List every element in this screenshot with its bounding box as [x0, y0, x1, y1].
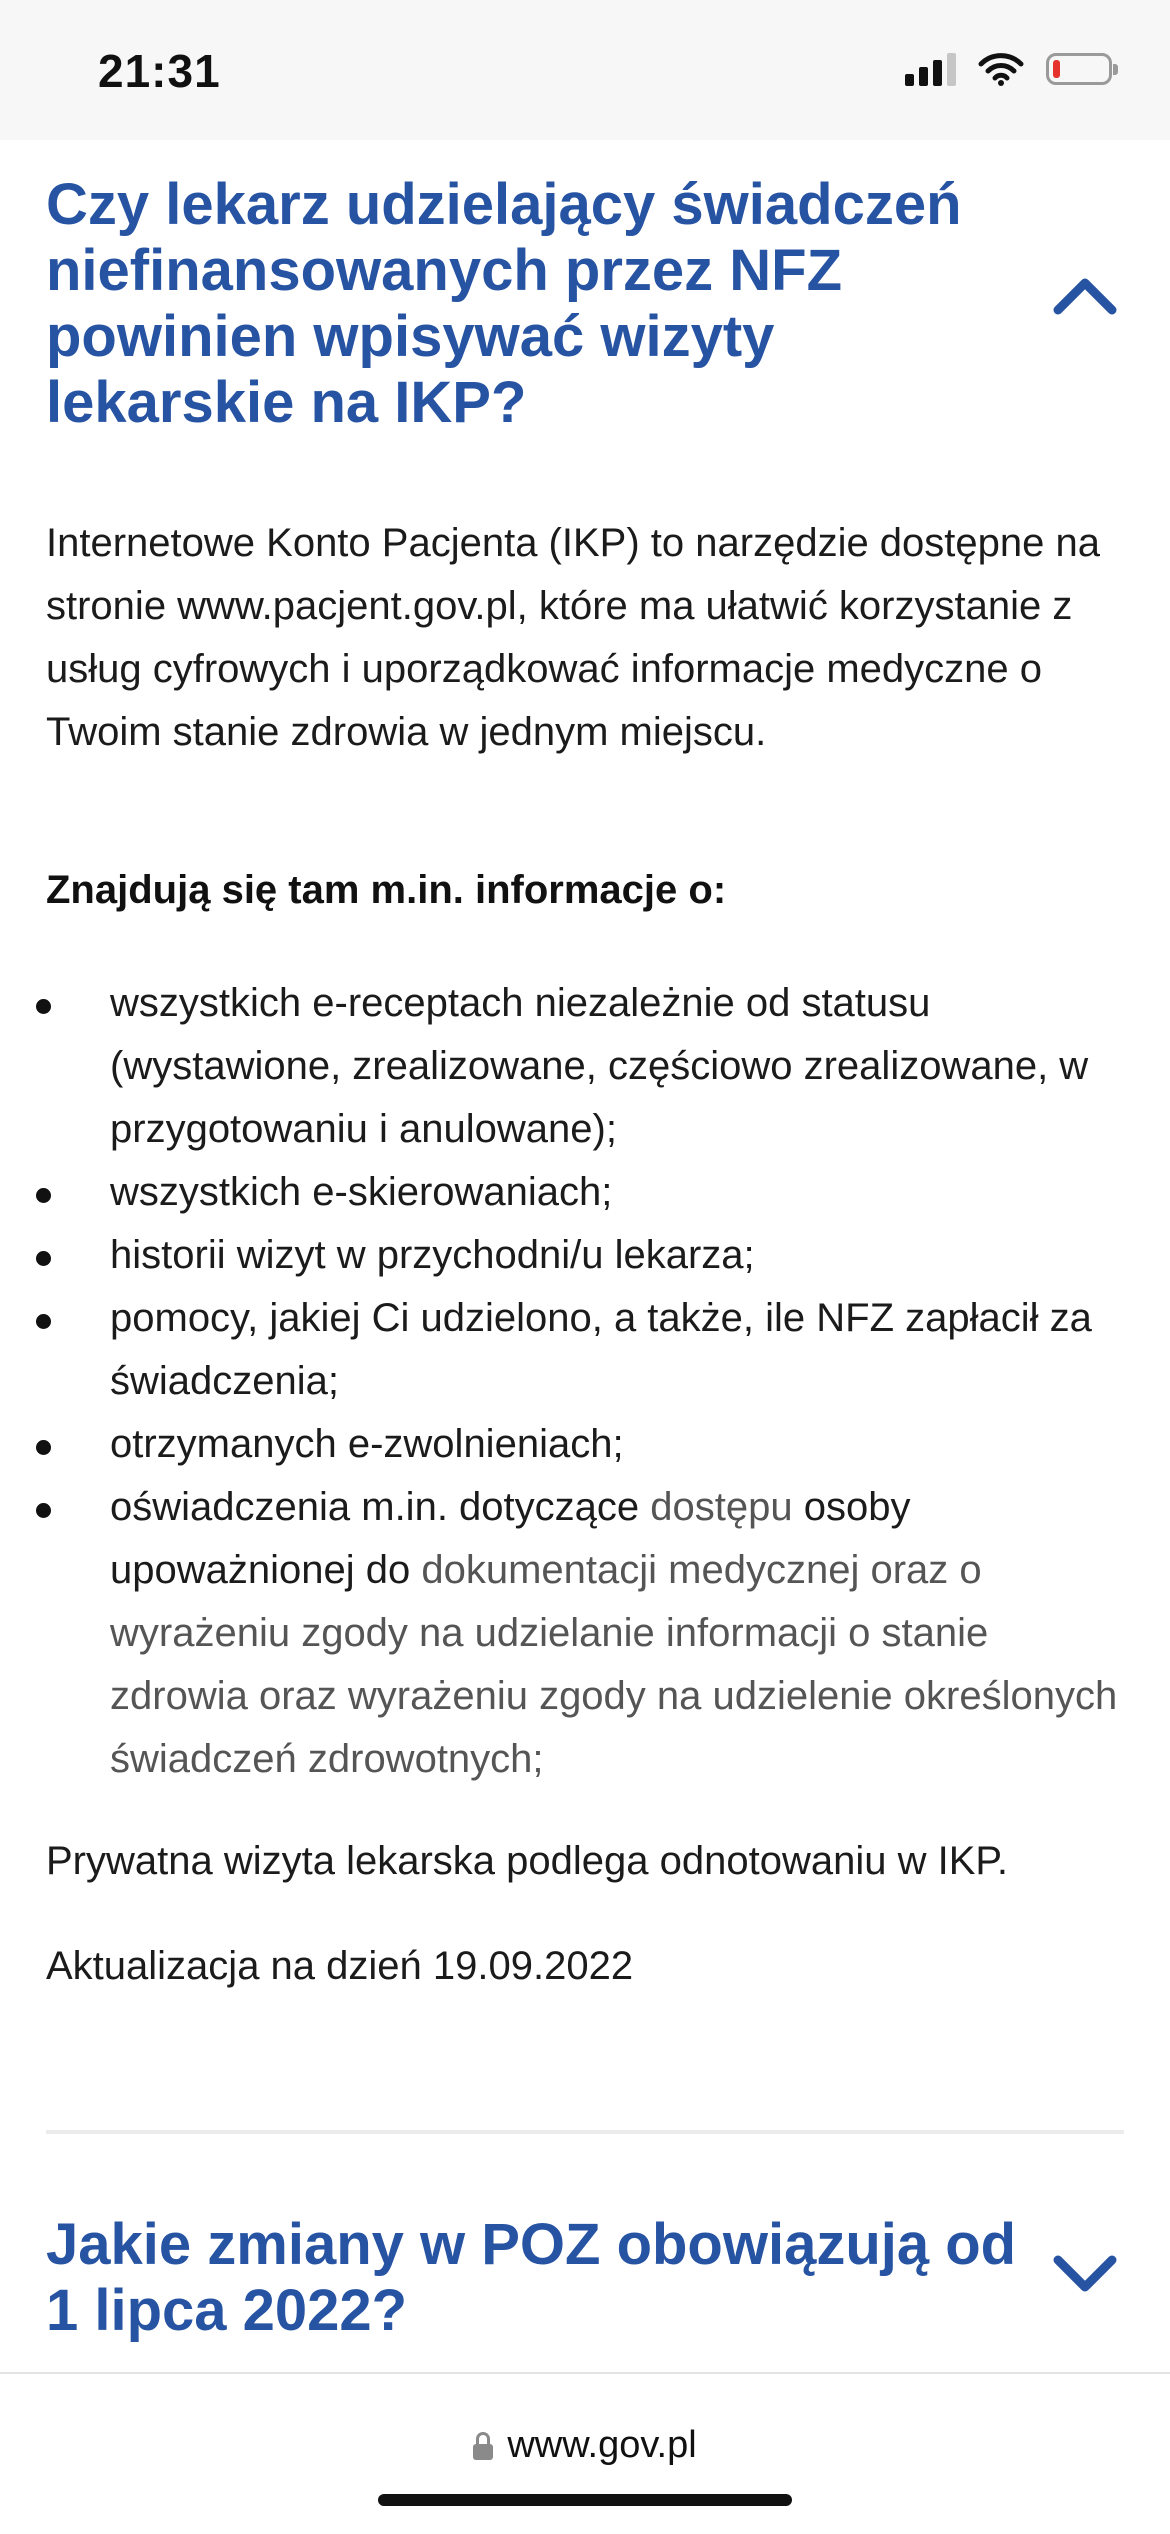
faq-question-1[interactable]: Czy lekarz udzielający świadczeń niefinansowanych przez NFZ powinien wpisywać wizyty lekarskie na IKP? [46, 172, 962, 435]
home-indicator[interactable] [378, 2494, 792, 2506]
faq-answer-intro: Internetowe Konto Pacjenta (IKP) to narzędzie dostępne na stronie www.pacjent.gov.pl, które ma ułatwić korzystanie z usług cyfrowych i uporządkować informacje medyczne o Twoim stanie zdrowia w jednym miejscu. [46, 521, 1101, 754]
private-visit-note: Prywatna wizyta lekarska podlega odnotowaniu w IKP. [46, 1839, 1009, 1883]
browser-bottom-bar [0, 2372, 1170, 2534]
list-item: otrzymanych e-zwolnieniach; [0, 1413, 1170, 1476]
bullet-icon [36, 1503, 51, 1518]
bullet-icon [36, 1314, 51, 1329]
bullet-icon [36, 1251, 51, 1266]
faq-content [0, 140, 1170, 2370]
collapse-chevron-up-icon[interactable] [1050, 272, 1120, 318]
link-dokumentacji[interactable]: dokumentacji medycznej oraz o wyrażeniu zgody na udzielanie informacji o stanie zdrowia oraz wyrażeniu zgody na udzielenie określonych świadczeń zdrowotnych; [110, 1548, 1118, 1781]
wifi-icon [978, 52, 1024, 86]
divider [46, 2130, 1124, 2134]
info-list [0, 972, 1170, 1791]
cellular-signal-icon [905, 52, 956, 86]
url-text[interactable]: www.gov.pl [507, 2424, 697, 2466]
battery-low-icon [1046, 53, 1112, 85]
bullet-icon [36, 999, 51, 1014]
address-bar[interactable] [0, 2424, 1170, 2467]
lock-icon [473, 2432, 493, 2460]
bullet-icon [36, 1188, 51, 1203]
list-item: oświadczenia m.in. dotyczące dostępu osoby upoważnionej do dokumentacji medycznej oraz o wyrażeniu zgody na udzielanie informacji o stanie zdrowia oraz wyrażeniu zgody na udzielenie określonych świadczeń zdrowotnych; [0, 1476, 1170, 1791]
status-bar [0, 0, 1170, 140]
bullet-icon [36, 1440, 51, 1455]
expand-chevron-down-icon[interactable] [1050, 2252, 1120, 2298]
status-time: 21:31 [98, 45, 221, 97]
status-icons [905, 52, 1112, 86]
list-item: wszystkich e-skierowaniach; [0, 1161, 1170, 1224]
link-dostepu[interactable]: dostępu [650, 1485, 793, 1529]
faq-question-2[interactable]: Jakie zmiany w POZ obowiązują od 1 lipca 2022? [46, 2212, 1017, 2343]
list-item: historii wizyt w przychodni/u lekarza; [0, 1224, 1170, 1287]
update-date: Aktualizacja na dzień 19.09.2022 [46, 1944, 634, 1988]
list-heading: Znajdują się tam m.in. informacje o: [46, 868, 727, 912]
list-item: wszystkich e-receptach niezależnie od statusu (wystawione, zrealizowane, częściowo zrealizowane, w przygotowaniu i anulowane); [0, 972, 1170, 1161]
list-item: pomocy, jakiej Ci udzielono, a także, ile NFZ zapłacił za świadczenia; [0, 1287, 1170, 1413]
